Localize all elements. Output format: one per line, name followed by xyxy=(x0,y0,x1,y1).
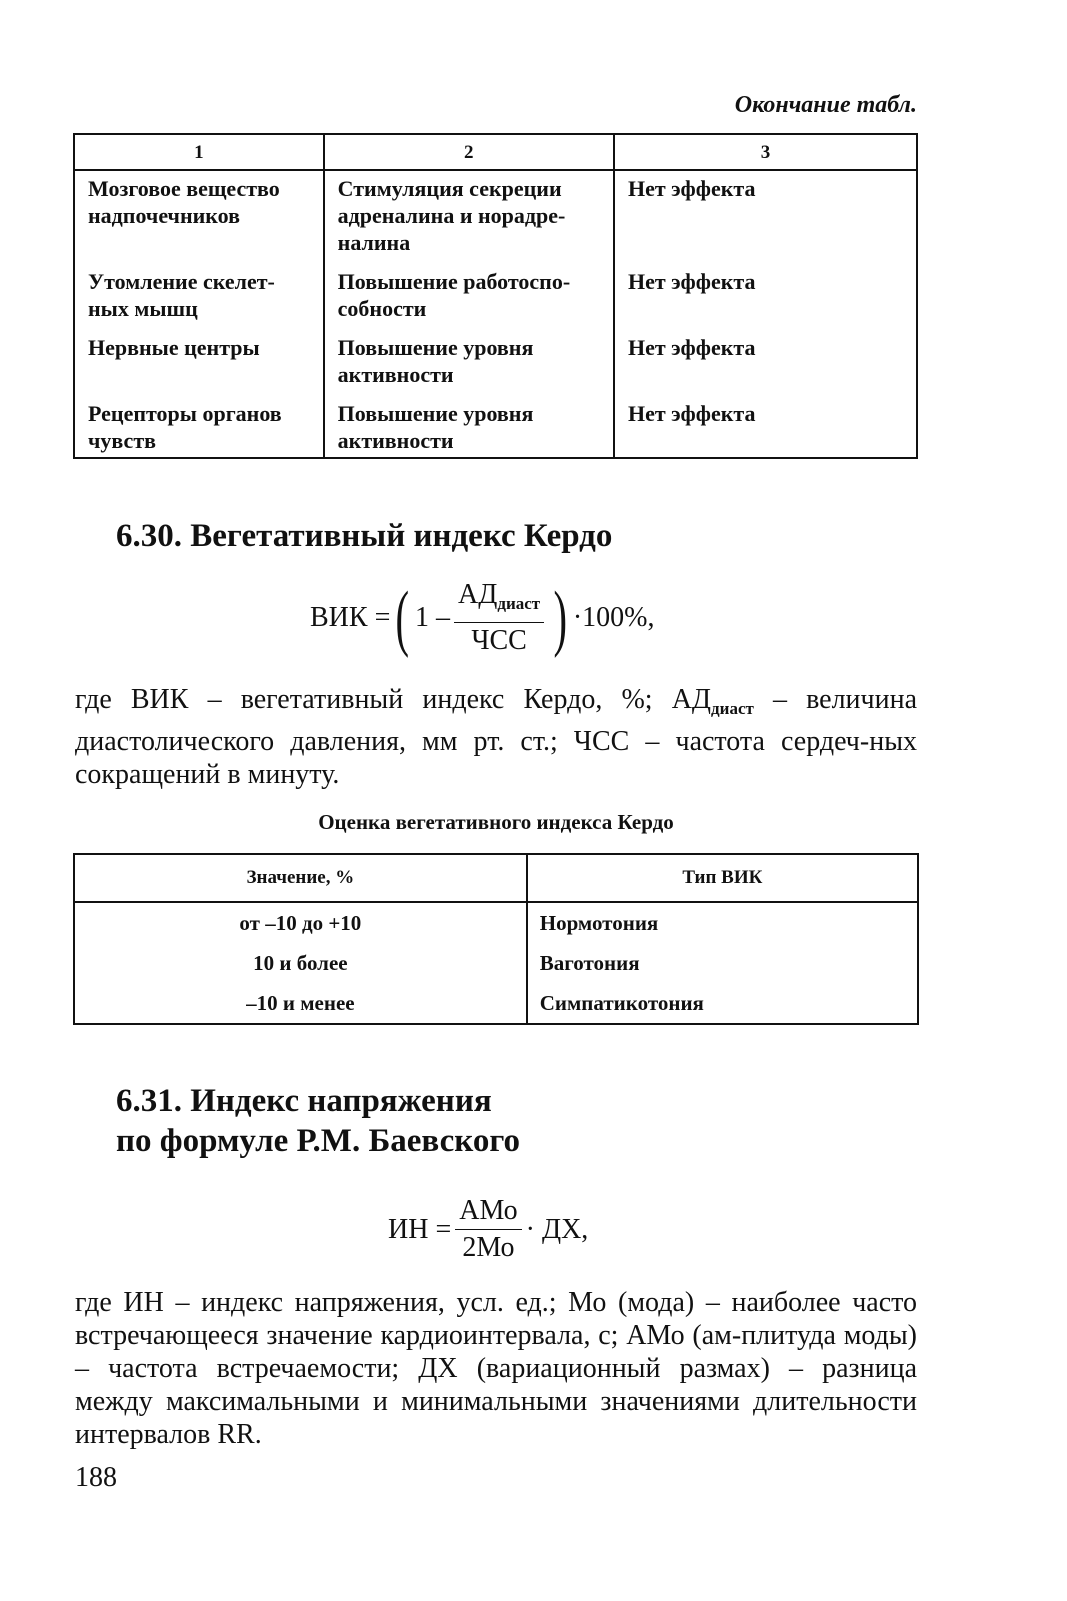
table-row xyxy=(74,396,917,458)
kerdo-description xyxy=(75,683,917,791)
table-header-row xyxy=(74,134,917,170)
formula-fraction xyxy=(454,579,544,657)
formula-denominator: 2Мо xyxy=(462,1232,515,1263)
table-cell: от –10 до +10 xyxy=(74,902,527,943)
formula-one-minus: 1 – xyxy=(415,602,451,633)
heading-line-1: 6.31. Индекс напряжения xyxy=(116,1083,492,1119)
formula-lhs: ВИК = xyxy=(310,602,391,633)
table-cell: Нет эффекта xyxy=(614,264,917,330)
table-cell: Утомление скелет-ных мышц xyxy=(74,264,324,330)
kerdo-formula xyxy=(310,578,654,658)
desc-part1: где ВИК – вегетативный индекс Кердо, %; АД xyxy=(75,684,712,715)
table-row xyxy=(74,902,918,943)
page-number: 188 xyxy=(75,1462,117,1493)
table-row xyxy=(74,330,917,396)
numerator-main: АД xyxy=(458,579,498,610)
section-heading-6-30: 6.30. Вегетативный индекс Кердо xyxy=(116,518,613,554)
table-cell: Нормотония xyxy=(527,902,918,943)
table-cell: Нет эффекта xyxy=(614,330,917,396)
desc-subscript: диаст xyxy=(711,699,754,718)
continuation-label: Окончание табл. xyxy=(734,92,917,118)
effects-table xyxy=(73,133,918,459)
left-paren: ( xyxy=(395,577,410,659)
column-header: 3 xyxy=(614,134,917,170)
baevsky-formula xyxy=(388,1195,588,1264)
table-cell: Рецепторы органов чувств xyxy=(74,396,324,458)
table-cell: Ваготония xyxy=(527,943,918,983)
table-cell: 10 и более xyxy=(74,943,527,983)
formula-rhs: · ДХ, xyxy=(525,1213,589,1245)
column-header: 2 xyxy=(324,134,614,170)
table-cell: Повышение работоспо-собности xyxy=(324,264,614,330)
section-heading-6-31 xyxy=(116,1081,520,1161)
table-cell: Нет эффекта xyxy=(614,396,917,458)
baevsky-description: где ИН – индекс напряжения, усл. ед.; Мо (мода) – наиболее часто встречающееся значение кардиоинтервала, с; АМо (ам-плитуда моды) – частота встречаемости; ДХ (вариационный размах) – разница между максимальными и минимальными значениями длительности интервалов RR. xyxy=(75,1287,917,1450)
column-header: Значение, % xyxy=(74,854,527,902)
table-cell: Повышение уровня активности xyxy=(324,396,614,458)
desc-part2: – величина диастолического давления, мм рт. ст.; ЧСС – частота сердеч-ных сокращений в минуту. xyxy=(75,684,918,790)
table-caption: Оценка вегетативного индекса Кердо xyxy=(318,810,674,834)
table-cell: Симпатикотония xyxy=(527,983,918,1024)
table-cell: Мозговое вещество надпочечников xyxy=(74,170,324,264)
table-header-row xyxy=(74,854,918,902)
formula-numerator: АМо xyxy=(455,1195,521,1230)
table-row xyxy=(74,943,918,983)
formula-numerator xyxy=(454,579,544,623)
table-cell: –10 и менее xyxy=(74,983,527,1024)
formula-rhs: ·100%, xyxy=(572,602,655,633)
table-cell: Нет эффекта xyxy=(614,170,917,264)
formula-fraction xyxy=(455,1195,521,1264)
table-row xyxy=(74,264,917,330)
column-header: Тип ВИК xyxy=(527,854,918,902)
table-cell: Повышение уровня активности xyxy=(324,330,614,396)
table-row xyxy=(74,983,918,1024)
numerator-subscript: диаст xyxy=(497,594,541,613)
right-paren: ) xyxy=(553,577,568,659)
formula-lhs: ИН = xyxy=(388,1213,452,1245)
formula-denominator: ЧСС xyxy=(471,625,527,656)
table-cell: Нервные центры xyxy=(74,330,324,396)
table-cell: Стимуляция секреции адреналина и норадре-налина xyxy=(324,170,614,264)
heading-line-2: по формуле Р.М. Баевского xyxy=(116,1123,521,1159)
kerdo-table xyxy=(73,853,919,1025)
column-header: 1 xyxy=(74,134,324,170)
table-row xyxy=(74,170,917,264)
